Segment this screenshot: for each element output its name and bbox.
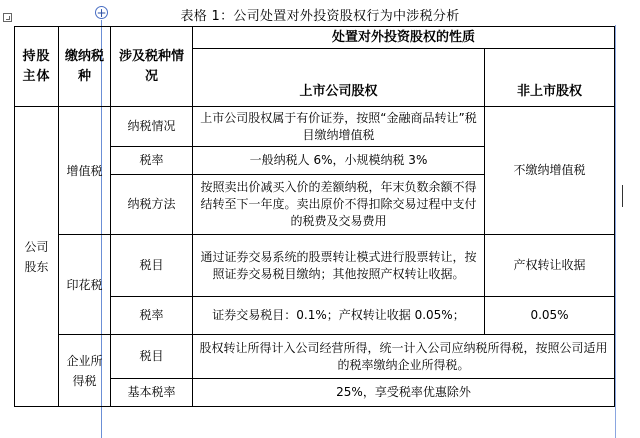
holder-cell: 公司股东 (15, 107, 59, 407)
header-listed: 上市公司股权 (193, 49, 485, 107)
column-selection-line-right (615, 25, 616, 438)
vat-listed-1: 上市公司股权属于有价证券，按照“金融商品转让”税目缴纳增值税 (193, 107, 485, 147)
stamp-listed-2: 证券交易税目：0.1%；产权转让收据 0.05%； (193, 297, 485, 335)
stamp-unlisted-2: 0.05% (485, 297, 615, 335)
vat-item-2: 税率 (111, 147, 193, 175)
vat-item-1: 纳税情况 (111, 107, 193, 147)
stamp-name: 印花税 (59, 235, 111, 335)
table-caption: 表格 1：公司处置对外投资股权行为中涉税分析 (180, 9, 460, 24)
vat-item-3: 纳税方法 (111, 175, 193, 235)
stamp-listed-1: 通过证券交易系统的股票转让模式进行股票转让，按照证券交易税目缴纳；其他按照产权转让收据。 (193, 235, 485, 297)
vat-listed-3: 按照卖出价减买入价的差额纳税，年末负数余额不得结转至下一年度。卖出原价不得扣除交易过程中支付的税费及交易费用 (193, 175, 485, 235)
tax-analysis-table (14, 26, 615, 407)
header-holder: 持股主体 (15, 27, 59, 107)
header-unlisted: 非上市股权 (485, 49, 615, 107)
header-nature: 处置对外投资股权的性质 (193, 27, 615, 49)
cit-item-2: 基本税率 (111, 379, 193, 407)
vat-unlisted: 不缴纳增值税 (485, 107, 615, 235)
vat-name: 增值税 (59, 107, 111, 235)
cit-merged-1: 股权转让所得计入公司经营所得，统一计入公司应纳税所得税，按照公司适用的税率缴纳企业所得税。 (193, 335, 615, 379)
stamp-item-2: 税率 (111, 297, 193, 335)
cit-merged-2: 25%，享受税率优惠除外 (193, 379, 615, 407)
header-items: 涉及税种情况 (111, 27, 193, 107)
cell-select-icon[interactable] (3, 13, 12, 22)
header-tax-type: 缴纳税种 (59, 27, 111, 107)
text-cursor-icon (622, 185, 625, 207)
stamp-item-1: 税目 (111, 235, 193, 297)
vat-listed-2: 一般纳税人 6%，小规模纳税 3% (193, 147, 485, 175)
stamp-unlisted-1: 产权转让收据 (485, 235, 615, 297)
cit-name: 企业所得税 (59, 335, 111, 407)
table-move-handle-icon[interactable]: + (96, 6, 107, 20)
cit-item-1: 税目 (111, 335, 193, 379)
